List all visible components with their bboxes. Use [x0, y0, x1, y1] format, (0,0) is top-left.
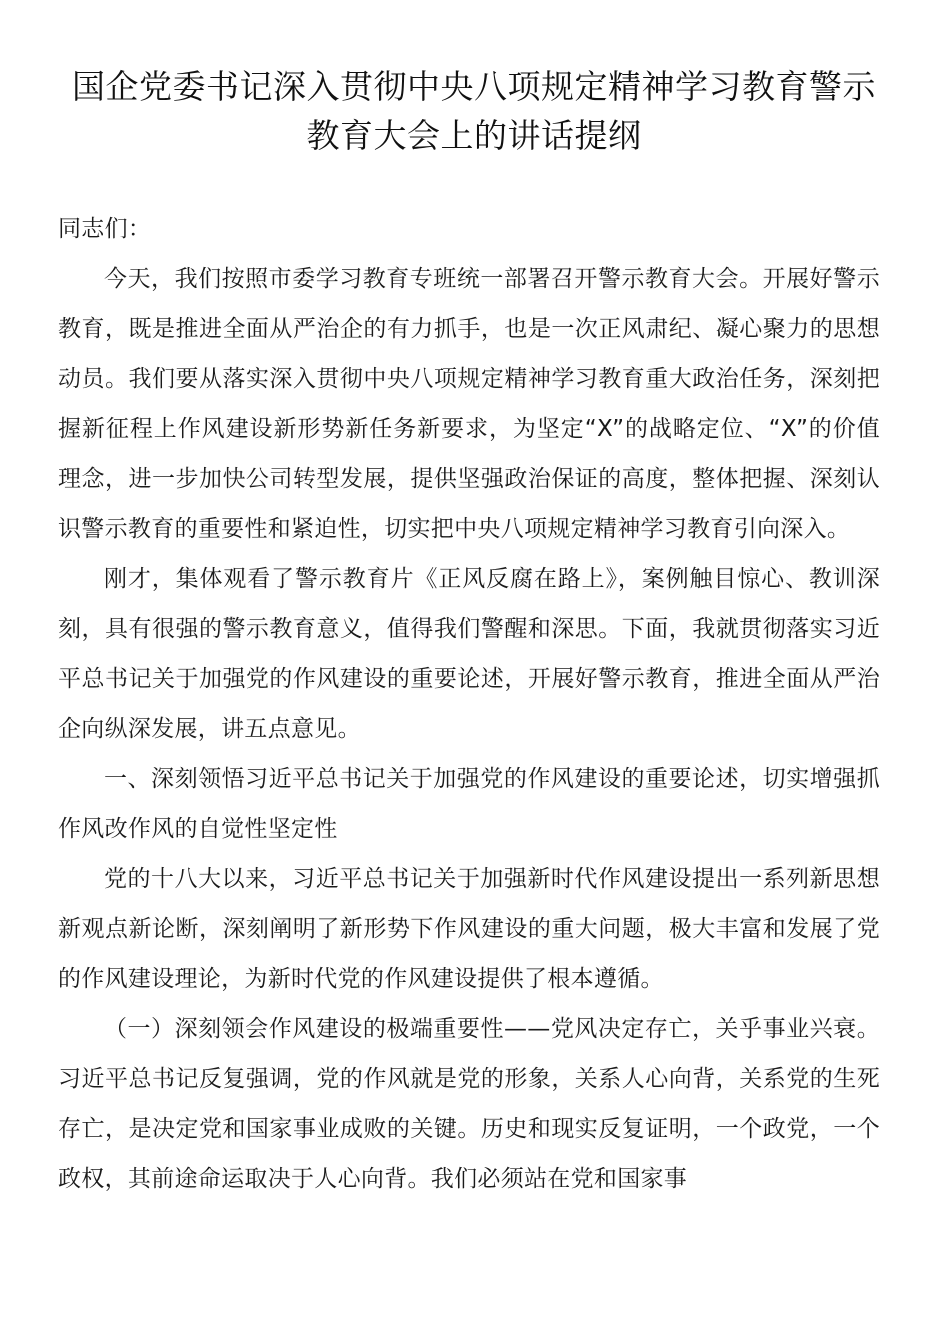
paragraph-subsection-one: （一）深刻领会作风建设的极端重要性——党风决定存亡，关乎事业兴衰。习近平总书记反复强调，党的作风就是党的形象，关系人心向背，关系党的生死存亡，是决定党和国家事业成败的关键。历史和现实反复证明，一个政党，一个政权，其前途命运取决于人心向背。我们必须站在党和国家事 [58, 1016, 880, 1192]
salutation: 同志们： [58, 216, 152, 242]
document-title: 国企党委书记深入贯彻中央八项规定精神学习教育警示教育大会上的讲话提纲 [72, 67, 876, 155]
paragraph-warning-film: 刚才，集体观看了警示教育片《正风反腐在路上》，案例触目惊心、教训深刻，具有很强的警示教育意义，值得我们警醒和深思。下面，我就贯彻落实习近平总书记关于加强党的作风建设的重要论述，开展好警示教育，推进全面从严治企向纵深发展，讲五点意见。 [58, 566, 880, 742]
paragraph-opening: 今天，我们按照市委学习教育专班统一部署召开警示教育大会。开展好警示教育，既是推进全面从严治企的有力抓手，也是一次正风肃纪、凝心聚力的思想动员。我们要从落实深入贯彻中央八项规定精神学习教育重大政治任务，深刻把握新征程上作风建设新形势新任务新要求，为坚定“X”的战略定位、“X”的价值理念，进一步加快公司转型发展，提供坚强政治保证的高度，整体把握、深刻认识警示教育的重要性和紧迫性，切实把中央八项规定精神学习教育引向深入。 [58, 266, 880, 542]
section-heading-one: 一、深刻领悟习近平总书记关于加强党的作风建设的重要论述，切实增强抓作风改作风的自觉性坚定性 [58, 766, 880, 842]
document-body [58, 204, 880, 1204]
paragraph-eighteenth-congress: 党的十八大以来，习近平总书记关于加强新时代作风建设提出一系列新思想新观点新论断，深刻阐明了新形势下作风建设的重大问题，极大丰富和发展了党的作风建设理论，为新时代党的作风建设提供了根本遵循。 [58, 866, 880, 992]
